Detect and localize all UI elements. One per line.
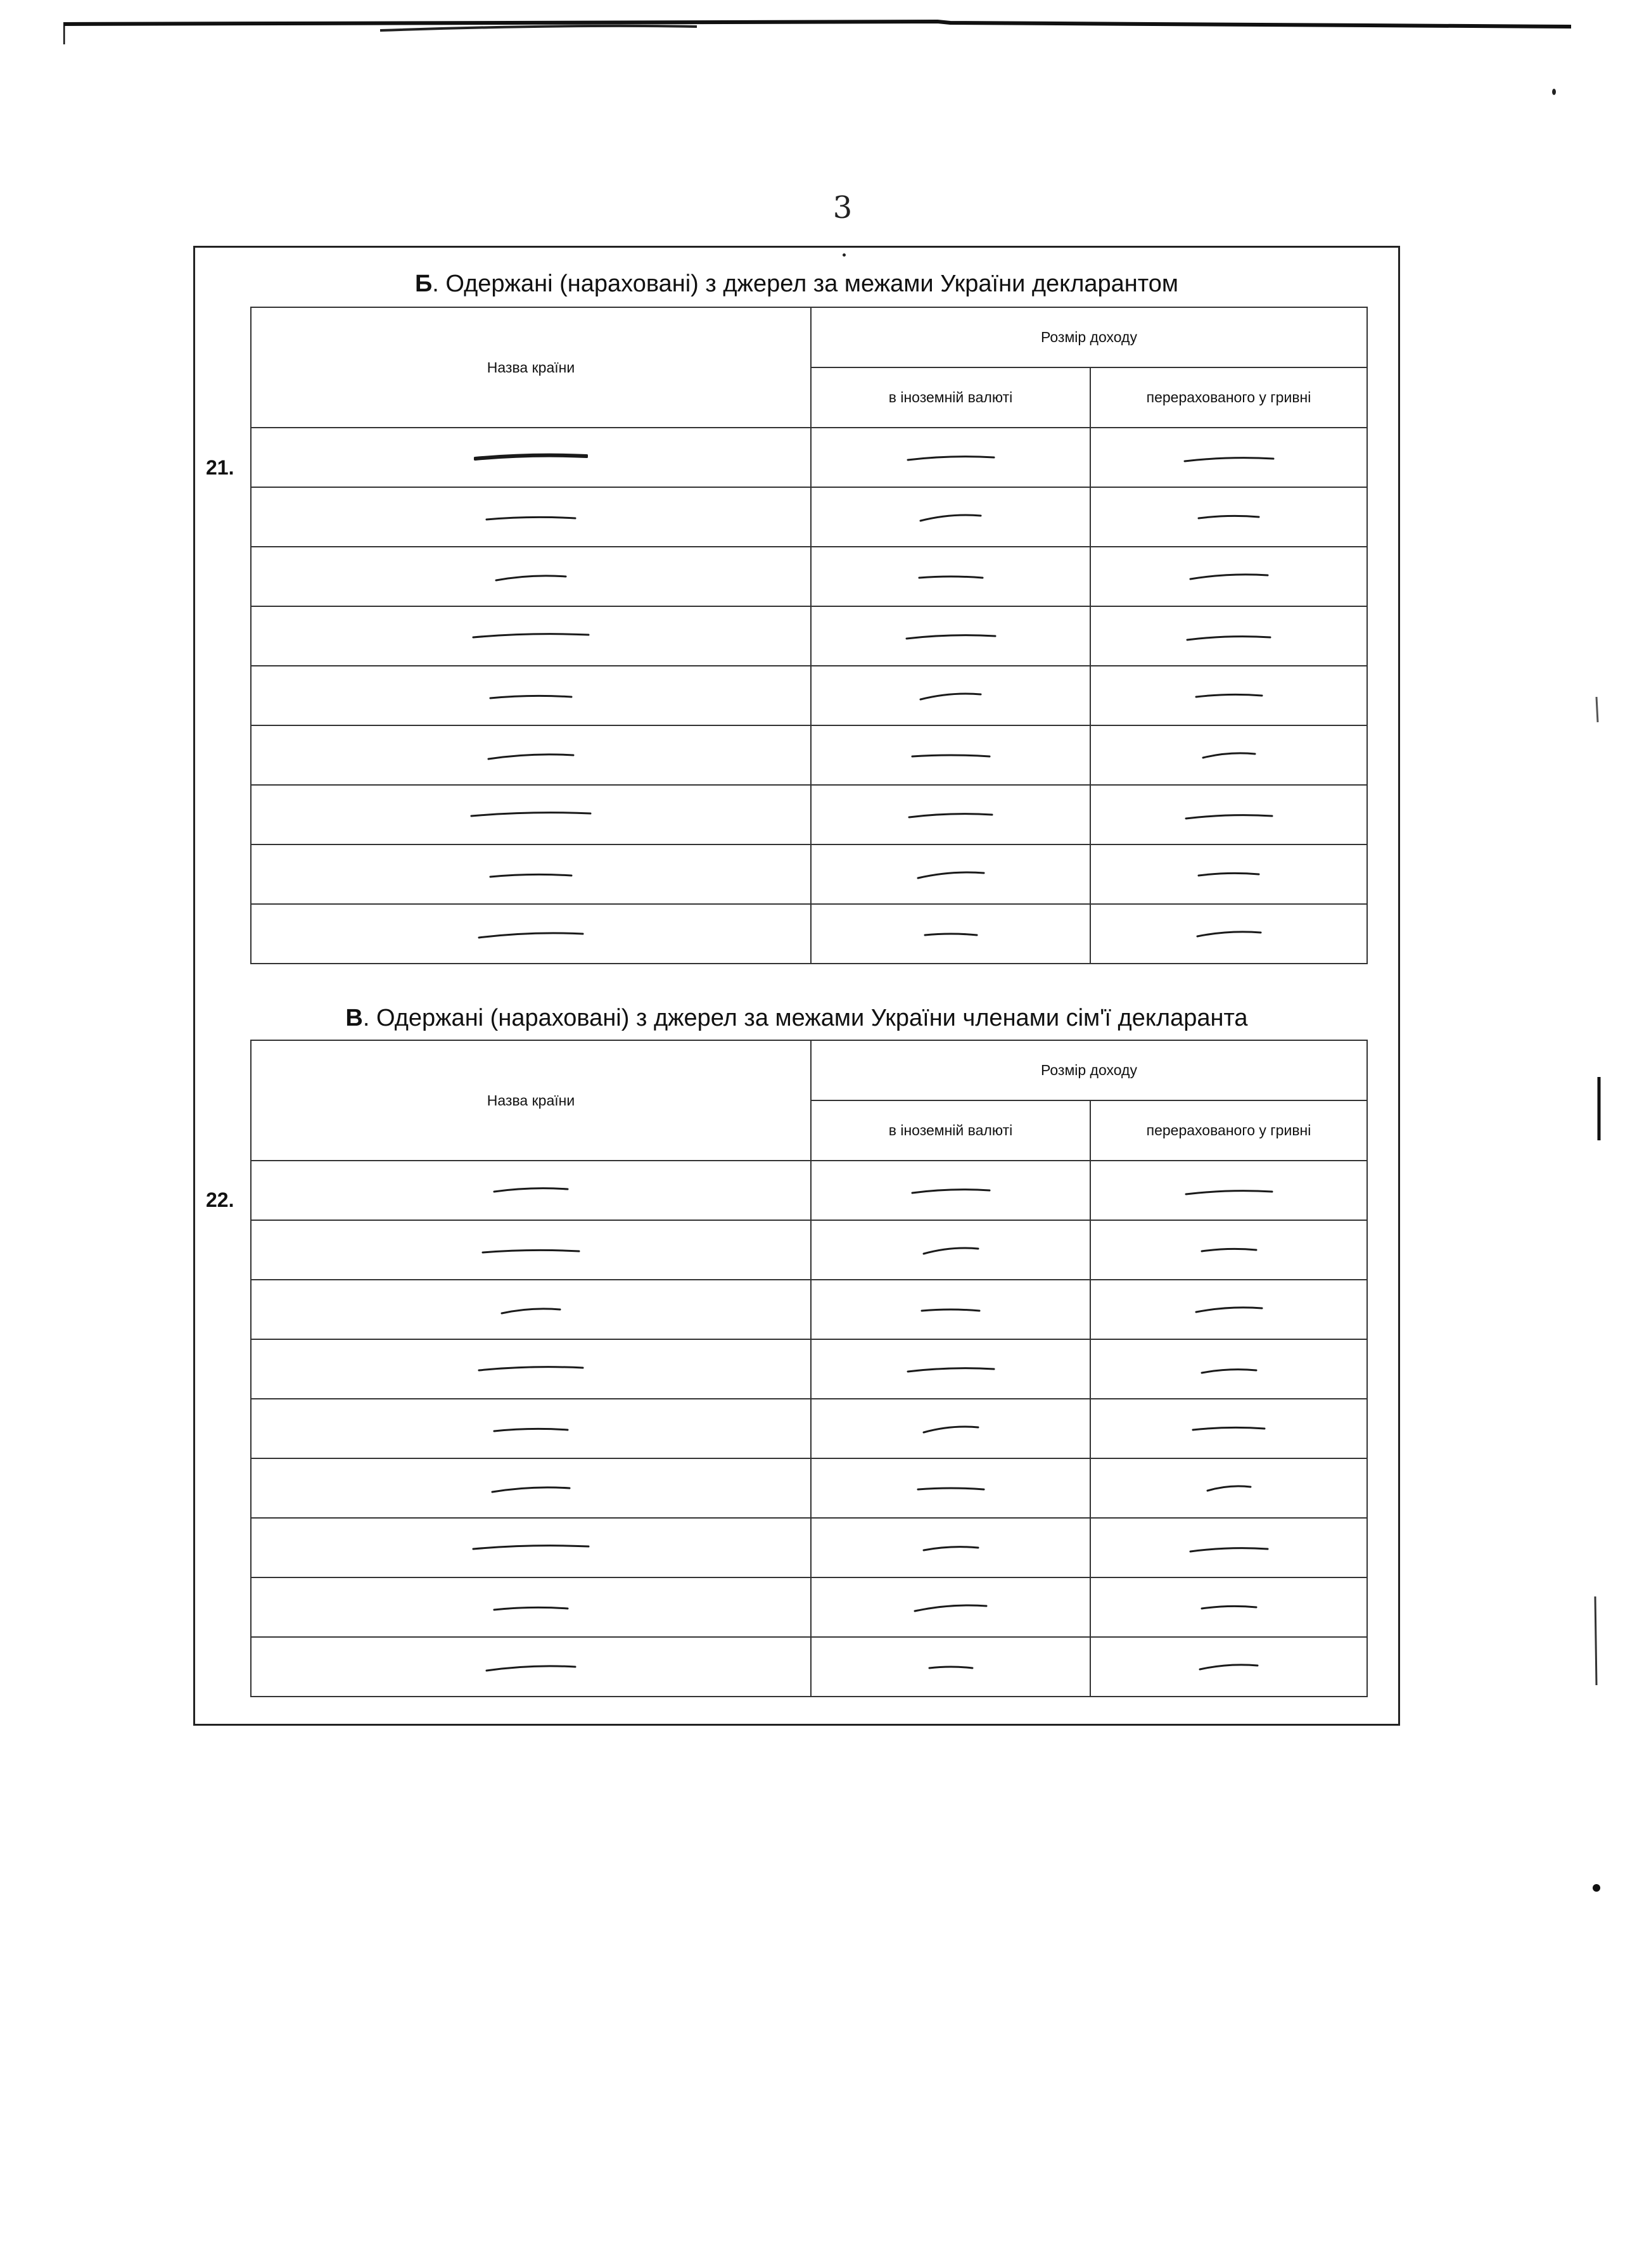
handwritten-dash <box>474 451 588 464</box>
table-row <box>251 487 1367 547</box>
cell-foreign-currency <box>811 487 1090 547</box>
handwritten-dash <box>1201 1601 1258 1614</box>
section-title-v <box>195 1005 1398 1032</box>
handwritten-dash <box>491 1482 571 1494</box>
cell-foreign-currency <box>811 1458 1090 1518</box>
cell-foreign-currency <box>811 1280 1090 1339</box>
cell-country <box>251 1399 811 1458</box>
handwritten-dash <box>928 1660 974 1673</box>
handwritten-dash <box>493 1422 569 1435</box>
cell-country <box>251 1458 811 1518</box>
handwritten-dash <box>920 1303 981 1316</box>
handwritten-dash <box>493 1601 569 1614</box>
handwritten-dash <box>924 927 978 940</box>
cell-foreign-currency <box>811 1518 1090 1577</box>
cell-converted-uah <box>1090 725 1367 785</box>
handwritten-dash <box>911 749 991 761</box>
cell-country <box>251 1161 811 1220</box>
cell-country <box>251 428 811 487</box>
handwritten-dash <box>478 1363 584 1375</box>
handwritten-dash <box>489 689 573 702</box>
cell-country <box>251 1577 811 1637</box>
col-header-foreign-currency: в іноземній валюті <box>811 1100 1090 1161</box>
table-row <box>251 1518 1367 1577</box>
table-row <box>251 547 1367 606</box>
cell-converted-uah <box>1090 1637 1367 1697</box>
section-letter: Б <box>414 271 433 297</box>
handwritten-dash <box>919 511 982 523</box>
section-title-text: . Одержані (нараховані) з джерел за межами України декларантом <box>432 271 1179 297</box>
cell-country <box>251 1220 811 1280</box>
handwritten-dash <box>481 1244 580 1256</box>
handwritten-dash <box>1197 511 1260 523</box>
table-row <box>251 904 1367 964</box>
cell-converted-uah <box>1090 844 1367 904</box>
table-row <box>251 428 1367 487</box>
section-title-b <box>195 271 1398 298</box>
handwritten-dash <box>500 1303 561 1316</box>
section-letter: В <box>345 1005 363 1031</box>
handwritten-dash <box>1192 1422 1266 1435</box>
handwritten-dash <box>1206 1482 1252 1494</box>
cell-converted-uah <box>1090 1518 1367 1577</box>
cell-country <box>251 904 811 964</box>
foreign-income-declarant-table <box>250 307 1368 964</box>
section-title-text: . Одержані (нараховані) з джерел за межами України членами сім'ї декларанта <box>362 1005 1248 1031</box>
cell-foreign-currency <box>811 844 1090 904</box>
cell-foreign-currency <box>811 606 1090 666</box>
page-number: 3 <box>832 190 853 226</box>
scan-edge-artifact <box>63 19 1571 44</box>
cell-country <box>251 1339 811 1399</box>
handwritten-dash <box>918 570 984 583</box>
cell-converted-uah <box>1090 1577 1367 1637</box>
handwritten-dash <box>922 1422 979 1435</box>
cell-foreign-currency <box>811 1339 1090 1399</box>
handwritten-dash <box>1183 451 1275 464</box>
handwritten-dash <box>493 1184 569 1197</box>
cell-converted-uah <box>1090 1339 1367 1399</box>
cell-foreign-currency <box>811 785 1090 844</box>
handwritten-dash <box>1195 689 1263 702</box>
table-row <box>251 844 1367 904</box>
handwritten-dash <box>472 1541 590 1554</box>
table-row <box>251 606 1367 666</box>
cell-country <box>251 666 811 725</box>
cell-foreign-currency <box>811 1637 1090 1697</box>
cell-foreign-currency <box>811 725 1090 785</box>
handwritten-dash <box>1197 868 1260 881</box>
table-row <box>251 1220 1367 1280</box>
handwritten-dash <box>472 630 590 642</box>
handwritten-dash <box>907 1363 995 1375</box>
handwritten-dash <box>495 570 567 583</box>
table-row <box>251 785 1367 844</box>
handwritten-dash <box>1185 808 1273 821</box>
cell-country <box>251 547 811 606</box>
col-header-country: Назва країни <box>251 1040 811 1161</box>
handwritten-dash <box>485 511 576 523</box>
handwritten-dash <box>905 630 997 642</box>
handwritten-dash <box>917 1482 985 1494</box>
cell-country <box>251 487 811 547</box>
handwritten-dash <box>922 1541 979 1554</box>
table-row <box>251 666 1367 725</box>
handwritten-dash <box>1201 1244 1258 1256</box>
row-number: 21. <box>206 456 234 479</box>
cell-converted-uah <box>1090 904 1367 964</box>
cell-foreign-currency <box>811 1220 1090 1280</box>
cell-foreign-currency <box>811 1577 1090 1637</box>
cell-country <box>251 1637 811 1697</box>
table-row <box>251 1399 1367 1458</box>
cell-foreign-currency <box>811 666 1090 725</box>
table-row <box>251 1280 1367 1339</box>
cell-foreign-currency <box>811 904 1090 964</box>
cell-converted-uah <box>1090 1220 1367 1280</box>
handwritten-dash <box>470 808 592 821</box>
handwritten-dash <box>478 927 584 940</box>
col-header-income-size: Розмір доходу <box>811 307 1367 367</box>
scan-side-artifact <box>1584 697 1609 1901</box>
handwritten-dash <box>917 868 985 881</box>
col-header-country: Назва країни <box>251 307 811 428</box>
cell-converted-uah <box>1090 428 1367 487</box>
cell-converted-uah <box>1090 1280 1367 1339</box>
handwritten-dash <box>908 808 993 821</box>
handwritten-dash <box>922 1244 979 1256</box>
cell-country <box>251 844 811 904</box>
cell-converted-uah <box>1090 666 1367 725</box>
cell-converted-uah <box>1090 785 1367 844</box>
handwritten-dash <box>1196 927 1262 940</box>
scan-speck <box>1552 89 1556 95</box>
cell-country <box>251 725 811 785</box>
handwritten-dash <box>487 749 575 761</box>
cell-country <box>251 1280 811 1339</box>
cell-foreign-currency <box>811 428 1090 487</box>
handwritten-dash <box>911 1184 991 1197</box>
handwritten-dash <box>907 451 995 464</box>
col-header-foreign-currency: в іноземній валюті <box>811 367 1090 428</box>
cell-converted-uah <box>1090 487 1367 547</box>
table-row <box>251 1339 1367 1399</box>
cell-converted-uah <box>1090 606 1367 666</box>
cell-foreign-currency <box>811 547 1090 606</box>
handwritten-dash <box>1186 630 1271 642</box>
handwritten-dash <box>919 689 982 702</box>
handwritten-dash <box>1201 1363 1258 1375</box>
table-row <box>251 1577 1367 1637</box>
handwritten-dash <box>1195 1303 1263 1316</box>
cell-converted-uah <box>1090 547 1367 606</box>
col-header-converted-uah: перерахованого у гривні <box>1090 1100 1367 1161</box>
table-row <box>251 1458 1367 1518</box>
row-number: 22. <box>206 1188 234 1211</box>
handwritten-dash <box>914 1601 988 1614</box>
table-row <box>251 1161 1367 1220</box>
table-row <box>251 1637 1367 1697</box>
cell-foreign-currency <box>811 1399 1090 1458</box>
cell-converted-uah <box>1090 1399 1367 1458</box>
cell-converted-uah <box>1090 1161 1367 1220</box>
table-row <box>251 725 1367 785</box>
handwritten-dash <box>1202 749 1256 761</box>
foreign-income-family-table <box>250 1040 1368 1697</box>
handwritten-dash <box>1199 1660 1259 1673</box>
cell-country <box>251 606 811 666</box>
col-header-income-size: Розмір доходу <box>811 1040 1367 1100</box>
col-header-converted-uah: перерахованого у гривні <box>1090 367 1367 428</box>
cell-converted-uah <box>1090 1458 1367 1518</box>
handwritten-dash <box>1185 1184 1273 1197</box>
handwritten-dash <box>489 868 573 881</box>
handwritten-dash <box>1189 570 1269 583</box>
handwritten-dash <box>485 1660 576 1673</box>
cell-country <box>251 785 811 844</box>
cell-foreign-currency <box>811 1161 1090 1220</box>
cell-country <box>251 1518 811 1577</box>
handwritten-dash <box>1189 1541 1269 1554</box>
